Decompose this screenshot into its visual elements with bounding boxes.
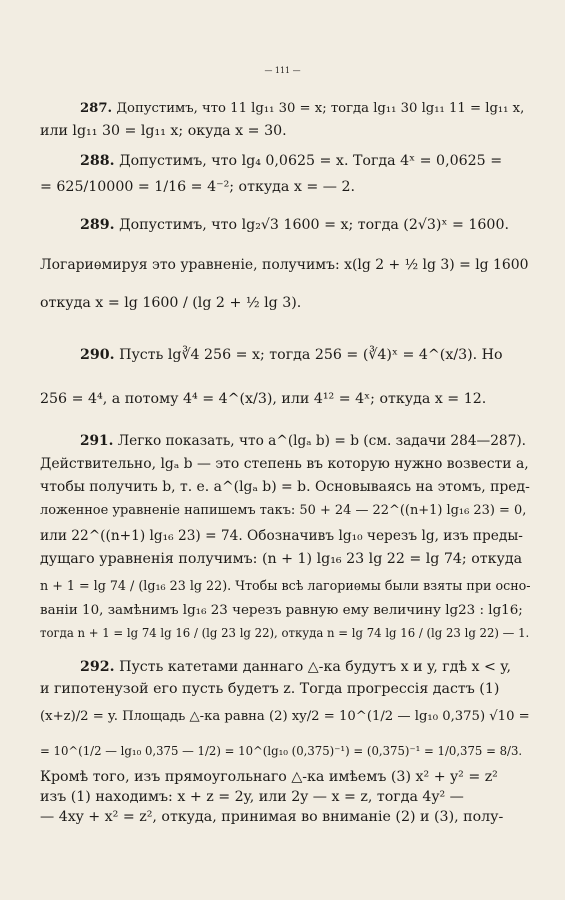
page-number: — 111 — [264, 66, 301, 75]
p292-line3-text: (x+z)/2 = y. Площадь △-ка равна (2) xy/2 = 10^(1/2 — lg₁₀ 0,375) √10 = [40, 709, 530, 724]
p292-line1-text: Пусть катетами даннаго △-ка будутъ x и y, гдѣ x < y, [119, 659, 512, 675]
p291-line2-text: Действительно, lgₐ b — это степень въ которую нужно возвести a, [40, 456, 529, 472]
problem-288-line-1 [80, 152, 502, 170]
p292-line2-text: и гипотенузой его пусть будетъ z. Тогда прогрессія дастъ (1) [40, 681, 500, 697]
p291-line8-text: ваніи 10, замѣнимъ lg₁₆ 23 черезъ равную ему величину lg23 : lg16; [40, 603, 523, 618]
p287-line2-text: или lg₁₁ 30 = lg₁₁ x; окуда x = 30. [40, 123, 287, 139]
p291-line1-text: Легко показать, что a^(lgₐ b) = b (см. задачи 284—287). [117, 433, 527, 449]
p287-line1-text: Допустимъ, что 11 lg₁₁ 30 = x; тогда lg₁₁ 30 lg₁₁ 11 = lg₁₁ x, [116, 101, 525, 116]
p292-line6-text: изъ (1) находимъ: x + z = 2y, или 2y — x = z, тогда 4y² — [40, 789, 464, 805]
p288-line1-text: Допустимъ, что lg₄ 0,0625 = x. Тогда 4ˣ = 0,0625 = [119, 153, 503, 169]
p291-line3-text: чтобы получить b, т. е. a^(lgₐ b) = b. Основываясь на этомъ, пред- [40, 479, 530, 495]
p289-line3-text: откуда x = lg 1600 / (lg 2 + ½ lg 3). [40, 295, 302, 311]
problem-number: 290. [80, 347, 115, 363]
problem-number: 288. [80, 153, 115, 169]
p291-line9-text: тогда n + 1 = lg 74 lg 16 / (lg 23 lg 22), откуда n = lg 74 lg 16 / (lg 23 lg 22) — 1. [40, 626, 530, 640]
problem-289-line-1 [80, 216, 509, 234]
p292-line4-text: = 10^(1/2 — lg₁₀ 0,375 — 1/2) = 10^(lg₁₀ (0,375)⁻¹) = (0,375)⁻¹ = 1/0,375 = 8/3. [40, 744, 523, 758]
p290-line2-text: 256 = 4⁴, а потому 4⁴ = 4^(x/3), или 4¹² = 4ˣ; откуда x = 12. [40, 391, 487, 407]
p292-line7-text: — 4xy + x² = z², откуда, принимая во вниманіе (2) и (3), полу- [40, 809, 504, 825]
problem-292-line-1 [80, 658, 511, 676]
problem-287-line-1 [80, 100, 524, 118]
problem-291-line-1 [80, 432, 526, 450]
p291-line6-text: дущаго уравненія получимъ: (n + 1) lg₁₆ 23 lg 22 = lg 74; откуда [40, 551, 523, 567]
p292-line5-text: Кромѣ того, изъ прямоугольнаго △-ка имѣемъ (3) x² + y² = z² [40, 769, 498, 785]
p289-line1-text: Допустимъ, что lg₂√3 1600 = x; тогда (2√3)ˣ = 1600. [119, 217, 509, 233]
problem-number: 292. [80, 659, 115, 675]
p291-line5-text: или 22^((n+1) lg₁₆ 23) = 74. Обозначивъ lg₁₀ черезъ lg, изъ преды- [40, 528, 523, 544]
problem-number: 287. [80, 101, 113, 116]
p289-line2-text: Логариѳмируя это уравненіе, получимъ: x(lg 2 + ½ lg 3) = lg 1600 [40, 257, 529, 273]
problem-number: 289. [80, 217, 115, 233]
p291-line7-text: n + 1 = lg 74 / (lg₁₆ 23 lg 22). Чтобы всѣ лагориѳмы были взяты при осно- [40, 578, 531, 593]
problem-number: 291. [80, 433, 114, 449]
problem-290-line-1 [80, 346, 503, 364]
p291-line4-text: ложенное уравненіе напишемъ такъ: 50 + 24 — 22^((n+1) lg₁₆ 23) = 0, [40, 503, 527, 518]
p288-line2-text: = 625/10000 = 1/16 = 4⁻²; откуда x = — 2. [40, 179, 356, 195]
p290-line1-text: Пусть lg∛4 256 = x; тогда 256 = (∛4)ˣ = 4^(x/3). Но [119, 347, 503, 363]
